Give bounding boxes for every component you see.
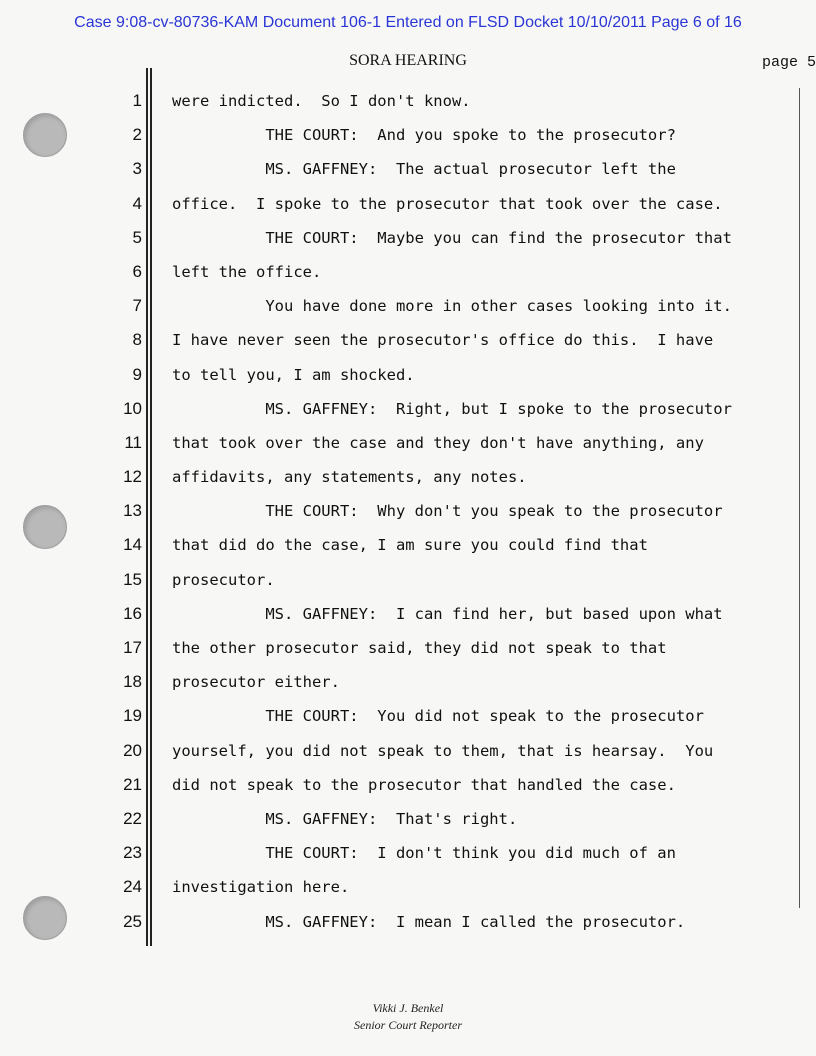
transcript-line: that took over the case and they don't have anything, any [172, 433, 704, 452]
transcript-line: did not speak to the prosecutor that handled the case. [172, 775, 676, 794]
line-number: 22 [123, 808, 142, 828]
transcript-line: investigation here. [172, 878, 350, 897]
transcript-line: yourself, you did not speak to them, that is hearsay. You [172, 741, 714, 760]
transcript-line: prosecutor. [172, 570, 275, 589]
line-number: 7 [132, 296, 142, 316]
right-margin-rule [799, 88, 800, 908]
line-number: 3 [132, 159, 142, 179]
transcript-line: MS. GAFFNEY: I can find her, but based upon what [172, 604, 723, 623]
line-number-column [100, 84, 142, 939]
line-number: 21 [123, 774, 142, 794]
transcript-line: office. I spoke to the prosecutor that took over the case. [172, 194, 723, 213]
transcript-line: prosecutor either. [172, 673, 340, 692]
line-number: 10 [123, 398, 142, 418]
transcript-line: THE COURT: I don't think you did much of an [172, 844, 676, 863]
left-margin-rule-inner [150, 68, 152, 946]
transcript-line: affidavits, any statements, any notes. [172, 468, 527, 487]
transcript-line: the other prosecutor said, they did not speak to that [172, 639, 667, 657]
line-number: 19 [123, 706, 142, 726]
line-number: 11 [124, 432, 142, 452]
line-number: 1 [132, 91, 142, 110]
transcript-line: I have never seen the prosecutor's office do this. I have [172, 331, 714, 350]
reporter-footer [0, 1000, 816, 1034]
transcript-line: THE COURT: You did not speak to the prosecutor [172, 707, 704, 726]
line-number: 24 [123, 877, 142, 897]
line-number: 4 [132, 193, 142, 213]
transcript-body [172, 84, 792, 939]
punch-hole-bottom [23, 896, 67, 940]
docket-header-stamp: Case 9:08-cv-80736-KAM Document 106-1 Entered on FLSD Docket 10/10/2011 Page 6 of 16 [74, 14, 742, 31]
line-number: 9 [132, 364, 142, 384]
line-number: 25 [123, 911, 142, 931]
transcript-line: that did do the case, I am sure you could find that [172, 536, 648, 555]
transcript-line: MS. GAFFNEY: The actual prosecutor left the [172, 160, 676, 179]
line-number: 5 [132, 227, 142, 247]
line-number: 18 [123, 672, 142, 692]
punch-hole-top [23, 113, 67, 157]
transcript-line: MS. GAFFNEY: Right, but I spoke to the prosecutor [172, 399, 732, 418]
hearing-title: SORA HEARING [349, 52, 467, 69]
line-number: 15 [123, 569, 142, 589]
line-number: 13 [123, 501, 142, 521]
line-number: 23 [123, 843, 142, 863]
line-number: 17 [123, 638, 142, 657]
line-number: 14 [123, 535, 142, 555]
line-number: 6 [132, 261, 142, 281]
transcript-line: You have done more in other cases looking into it. [172, 297, 732, 316]
line-number: 2 [132, 125, 142, 145]
reporter-title: Senior Court Reporter [354, 1018, 462, 1032]
page-label: page 5 [761, 54, 816, 71]
transcript-line: MS. GAFFNEY: That's right. [172, 809, 518, 828]
transcript-line: THE COURT: Why don't you speak to the prosecutor [172, 502, 723, 521]
transcript-line: MS. GAFFNEY: I mean I called the prosecutor. [172, 912, 686, 931]
punch-hole-middle [23, 505, 67, 549]
line-number: 20 [123, 740, 142, 760]
reporter-name: Vikki J. Benkel [372, 1001, 444, 1015]
line-number: 16 [123, 603, 142, 623]
transcript-line: were indicted. So I don't know. [172, 92, 471, 110]
transcript-line: THE COURT: Maybe you can find the prosecutor that [172, 228, 732, 247]
transcript-line: left the office. [172, 262, 322, 281]
left-margin-rule [146, 68, 148, 946]
transcript-line: to tell you, I am shocked. [172, 365, 415, 384]
line-number: 8 [132, 330, 142, 350]
line-number: 12 [123, 467, 142, 487]
transcript-line: THE COURT: And you spoke to the prosecutor? [172, 126, 676, 145]
